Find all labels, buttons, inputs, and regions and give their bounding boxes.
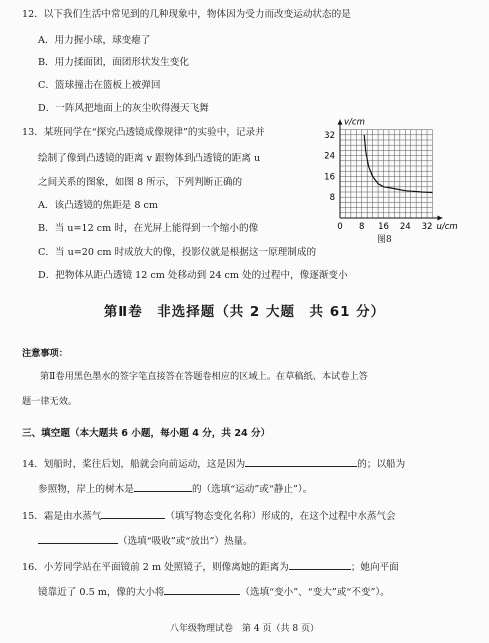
q13-stem-line1: 13．某班同学在“探究凸透镜成像规律”的实验中，记录并 [22, 127, 265, 138]
series-line [364, 135, 432, 193]
chart-series [364, 135, 432, 193]
notice-label: 注意事项： [22, 348, 68, 359]
x-tick-label: 24 [399, 222, 411, 232]
q12-option-a: A．用力握小球，球变瘪了 [38, 35, 151, 46]
y-axis-arrow [338, 120, 343, 125]
q14-line2 [38, 481, 312, 496]
x-tick-label: 16 [378, 222, 389, 232]
q14-line2-text: 参照物，岸上的树木是 [38, 484, 134, 495]
q15-line1 [22, 508, 396, 523]
q14-blank-2[interactable] [134, 481, 192, 492]
q15-line1-tail: （填写物态变化名称）形成的，在这个过程中水蒸气会 [165, 511, 396, 522]
notice-line2: 题一律无效。 [22, 396, 78, 407]
q14-line1-tail: 的；以船为 [357, 459, 406, 470]
q13-option-b: B．当 u=12 cm 时，在光屏上能得到一个缩小的像 [38, 223, 259, 234]
q14-line1 [22, 456, 405, 471]
x-tick-label: 32 [421, 222, 433, 232]
q13-option-d: D．把物体从距凸透镜 12 cm 处移动到 24 cm 处的过程中，像逐渐变小 [38, 270, 348, 281]
q14-line1-text: 14．划船时，桨往后划，船就会向前运动，这是因为 [22, 459, 246, 470]
q12-option-b: B．用力揉面团，面团形状发生变化 [38, 57, 189, 68]
q16-line2-text: 镜靠近了 0.5 m，像的大小将 [38, 587, 165, 598]
x-axis-arrow [437, 216, 442, 221]
part3-heading: 三、填空题（本大题共 6 小题，每小题 4 分，共 24 分） [22, 428, 271, 439]
q13-option-a: A．该凸透镜的焦距是 8 cm [38, 200, 158, 211]
q12-option-c: C．篮球撞击在篮板上被弹回 [38, 80, 161, 91]
page-footer: 八年级物理试卷 第 4 页（共 8 页） [170, 624, 319, 634]
notice-line1: 第Ⅱ卷用黑色墨水的签字笔直接答在答题卷相应的区域上。在草稿纸、本试卷上答 [40, 371, 368, 382]
q15-line1-text: 15．霜是由水蒸气 [22, 511, 102, 522]
q13-stem-line2: 绘制了像到凸透镜的距离 v 跟物体到凸透镜的距离 u [38, 153, 261, 164]
q15-line2 [38, 533, 253, 548]
q16-line1-tail: ；她向平面 [350, 562, 399, 573]
q15-blank-2[interactable] [38, 533, 118, 544]
y-tick-label: 8 [329, 193, 335, 204]
x-axis-label: u/cm [436, 222, 458, 232]
q16-line2 [38, 584, 390, 599]
q16-blank-1[interactable] [289, 559, 351, 570]
y-tick-label: 16 [324, 172, 335, 183]
y-axis-label: v/cm [344, 118, 365, 128]
x-tick-label: 0 [337, 222, 343, 232]
y-tick-label: 32 [324, 130, 335, 141]
q16-blank-2[interactable] [164, 584, 240, 595]
q14-line2-tail: 的（选填“运动”或“静止”）。 [191, 484, 313, 495]
figure-8-chart [312, 118, 484, 250]
q16-line2-tail: （选填“变小”、“变大”或“不变”）。 [240, 587, 390, 598]
section2-title: 第Ⅱ卷 非选择题（共 2 大题 共 61 分） [103, 304, 386, 320]
q13-option-c: C．当 u=20 cm 时成放大的像，投影仪就是根据这一原理制成的 [38, 247, 317, 258]
q12-option-d: D．一阵风把地面上的灰尘吹得漫天飞舞 [38, 103, 209, 114]
q16-line1 [22, 559, 399, 574]
chart-grid [340, 130, 432, 218]
q16-line1-text: 16．小芳同学站在平面镜前 2 m 处照镜子，则像离她的距离为 [22, 562, 289, 573]
q12-stem: 12．以下我们生活中常见到的几种现象中，物体因为受力而改变运动状态的是 [22, 9, 351, 20]
x-tick-label: 8 [359, 222, 365, 232]
q15-blank-1[interactable] [101, 508, 165, 519]
figure-8-caption: 图8 [377, 235, 392, 245]
q13-stem-line3: 之间关系的图象，如图 8 所示，下列判断正确的 [38, 177, 243, 188]
q14-blank-1[interactable] [245, 456, 357, 467]
q15-line2-tail: （选填“吸收”或“放出”）热量。 [118, 536, 253, 547]
y-tick-label: 24 [324, 151, 335, 162]
